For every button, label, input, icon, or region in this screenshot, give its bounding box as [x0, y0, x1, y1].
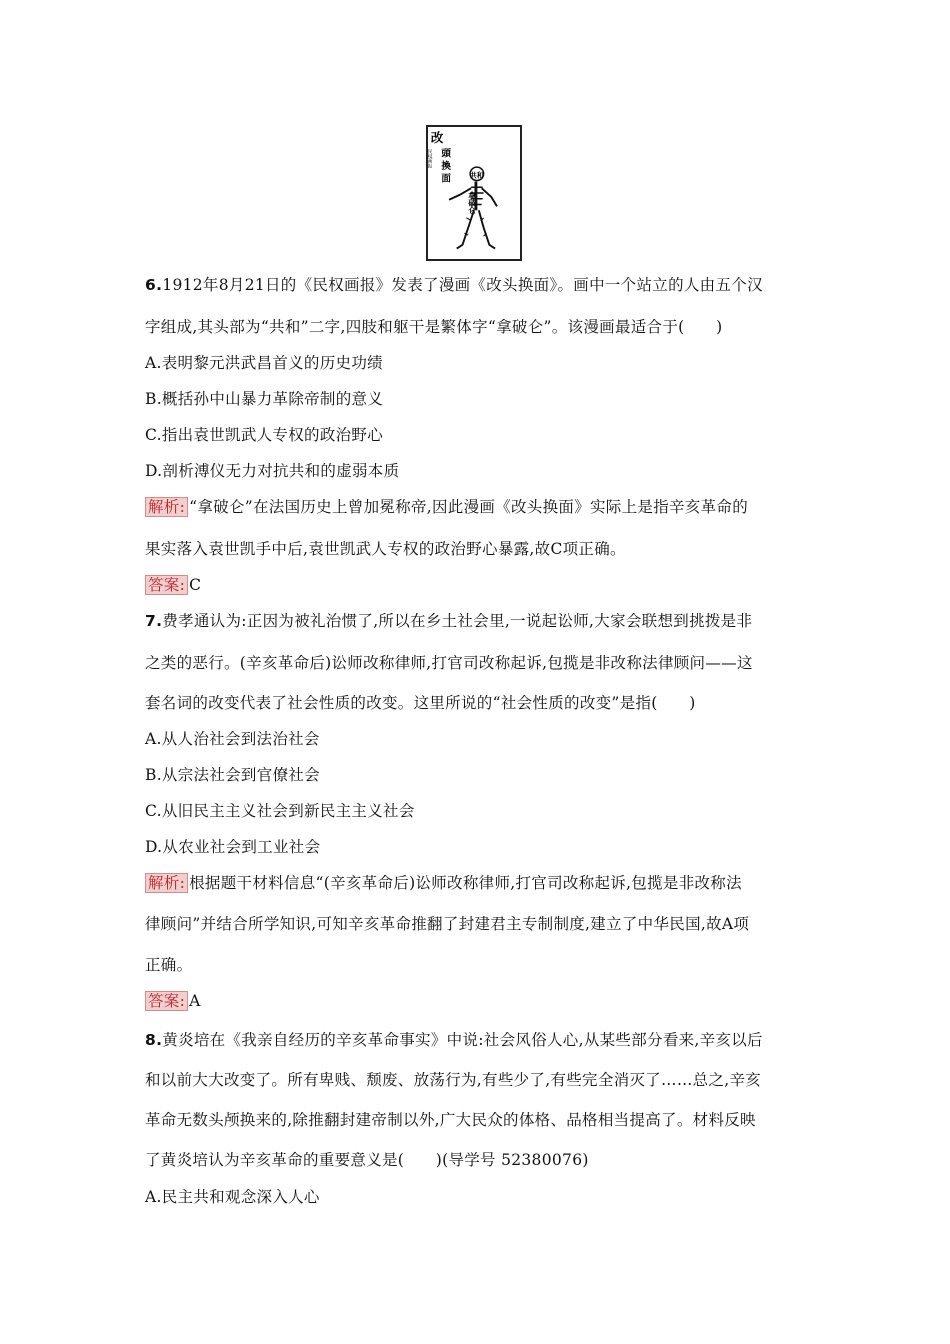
q7-answer-line	[145, 991, 201, 1011]
q6-analysis-line-2: 果实落入袁世凯手中后,袁世凯武人专权的政治野心暴露,故C项正确。	[145, 540, 626, 558]
cartoon-title-char-4: 面	[441, 173, 452, 185]
q7-analysis-text-1: 根据题干材料信息“(辛亥革命后)讼师改称律师,打官司改称起诉,包揽是非改称法	[189, 874, 742, 892]
q7-option-b: B.从宗法社会到官僚社会	[145, 766, 320, 784]
q7-stem-line-2: 之类的恶行。(辛亥革命后)讼师改称律师,打官司改称起诉,包揽是非改称法律顾问——这	[145, 654, 753, 672]
q7-stem-line-3: 套名词的改变代表了社会性质的改变。这里所说的“社会性质的改变”是指( )	[145, 694, 696, 712]
q6-answer-label: 答案:	[145, 575, 188, 595]
q7-analysis-line-2: 律顾问”并结合所学知识,可知辛亥革命推翻了封建君主专制制度,建立了中华民国,故A项	[145, 915, 750, 933]
q6-option-a: A.表明黎元洪武昌首义的历史功绩	[145, 354, 383, 372]
cartoon-title-char-1: 改	[430, 130, 444, 146]
q7-stem-line-1	[145, 611, 752, 631]
q6-stem-line-2: 字组成,其头部为“共和”二字,四肢和躯干是繁体字“拿破仑”。该漫画最适合于( )	[145, 318, 723, 336]
q7-analysis-line-3: 正确。	[145, 956, 193, 974]
cartoon-figure	[426, 125, 522, 261]
q6-analysis-line-1	[145, 497, 748, 517]
cartoon-title-char-3: 換	[441, 161, 452, 173]
q7-option-a: A.从人治社会到法治社会	[145, 730, 320, 748]
cartoon-head-text: 共和	[470, 171, 484, 180]
q7-answer: A	[189, 992, 201, 1010]
q8-stem-line-2: 和以前大大改变了。所有卑贱、颓废、放荡行为,有些少了,有些完全消灭了……总之,辛亥	[145, 1071, 762, 1089]
q8-number: 8.	[145, 1031, 163, 1049]
cartoon-side-note: 民权画报	[426, 148, 432, 169]
q6-analysis-label: 解析:	[145, 497, 188, 517]
q8-stem-line-4: 了黄炎培认为辛亥革命的重要意义是( )(导学号 52380076)	[145, 1151, 589, 1169]
q7-number: 7.	[145, 612, 163, 630]
cartoon-body-text: 拿破仑	[467, 191, 477, 215]
q7-option-d: D.从农业社会到工业社会	[145, 838, 321, 856]
q7-stem-text-1: 费孝通认为:正因为被礼治惯了,所以在乡土社会里,一说起讼师,大家会联想到挑拨是非	[162, 612, 753, 630]
q6-stem-text-1: 1912年8月21日的《民权画报》发表了漫画《改头换面》。画中一个站立的人由五个汉	[162, 276, 763, 294]
q6-option-c: C.指出袁世凯武人专权的政治野心	[145, 426, 384, 444]
q6-number: 6.	[145, 276, 163, 294]
q7-analysis-line-1	[145, 873, 742, 893]
q8-stem-text-1: 黄炎培在《我亲自经历的辛亥革命事实》中说:社会风俗人心,从某些部分看来,辛亥以后	[162, 1031, 763, 1049]
cartoon-skeleton-image	[428, 127, 520, 259]
q8-stem-line-3: 革命无数头颅换来的,除推翻封建帝制以外,广大民众的体格、品格相当提高了。材料反映	[145, 1111, 756, 1129]
q6-option-d: D.剖析溥仪无力对抗共和的虚弱本质	[145, 462, 400, 480]
q6-option-b: B.概括孙中山暴力革除帝制的意义	[145, 390, 384, 408]
q8-option-a: A.民主共和观念深入人心	[145, 1188, 320, 1206]
q6-answer-line	[145, 575, 201, 595]
q6-stem-line-1	[145, 275, 763, 295]
q6-analysis-text-1: “拿破仑”在法国历史上曾加冕称帝,因此漫画《改头换面》实际上是指辛亥革命的	[189, 498, 749, 516]
q7-option-c: C.从旧民主主义社会到新民主主义社会	[145, 802, 415, 820]
q6-answer: C	[189, 576, 202, 594]
q7-analysis-label: 解析:	[145, 873, 188, 893]
cartoon-title-char-2: 頭	[441, 148, 452, 160]
q8-stem-line-1	[145, 1030, 763, 1050]
q7-answer-label: 答案:	[145, 991, 188, 1011]
